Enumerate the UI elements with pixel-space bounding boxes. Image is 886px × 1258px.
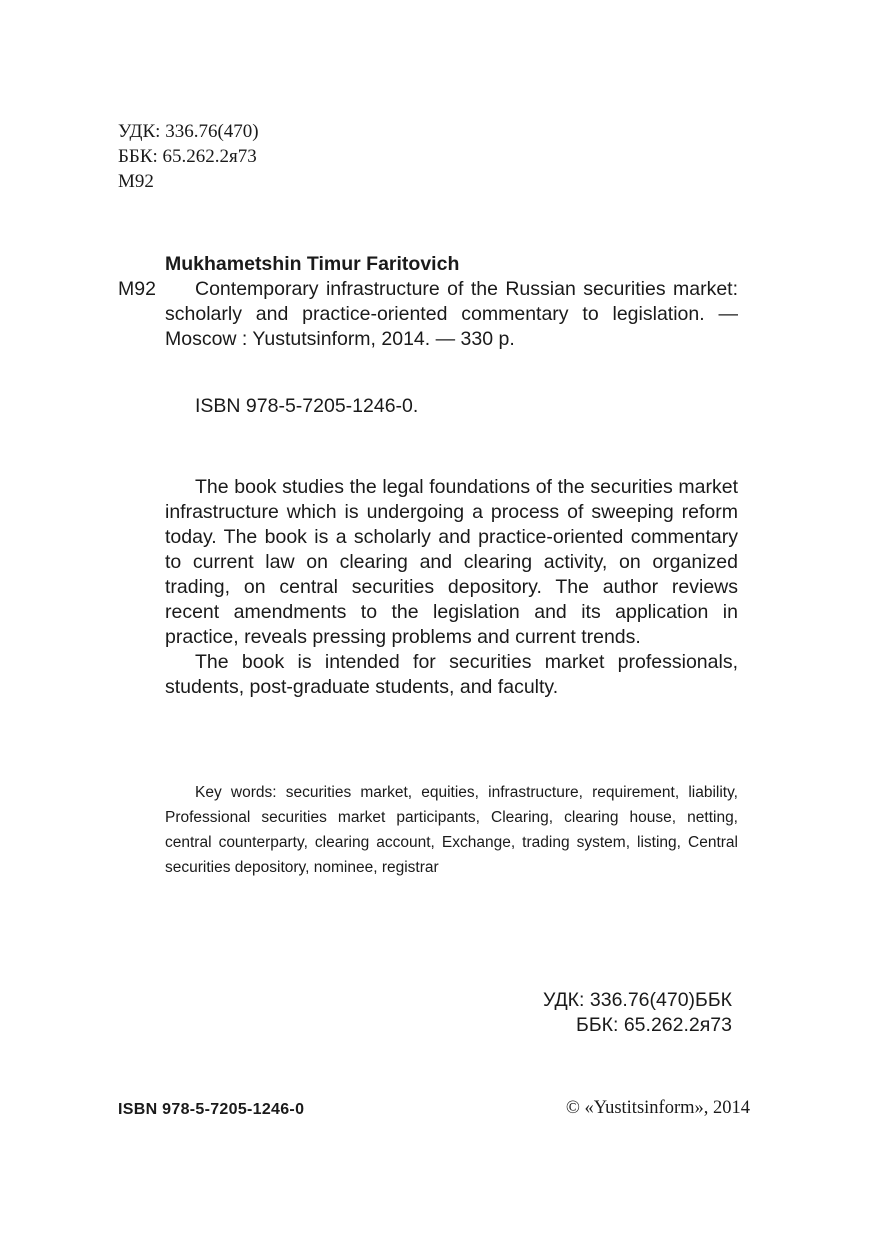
abstract-paragraph: The book is intended for securities market professionals, students, post-graduate students, and faculty.: [165, 651, 738, 698]
udk-code: УДК: 336.76(470): [118, 121, 259, 142]
copyright-notice: © «Yustitsinform», 2014: [565, 1098, 750, 1118]
cutter-code: М92: [118, 171, 154, 192]
footer-classification-codes: [543, 988, 732, 1038]
bbk-code: ББК: 65.262.2я73: [118, 146, 257, 167]
author-name: Mukhametshin Timur Faritovich: [165, 253, 460, 275]
entry-cutter-code: М92: [118, 278, 156, 300]
footer-udk-code: УДК: 336.76(470)ББК: [542, 989, 732, 1011]
abstract-paragraph: The book studies the legal foundations of the securities market infrastructure which is undergoing a process of sweeping reform today. The book is a scholarly and practice-oriented commentary to current law on clearing and clearing activity, on organized trading, on central securities depository. The author reviews recent amendments to the legislation and its application in practice, reveals pressing problems and current trends.: [165, 476, 738, 648]
classification-codes: [118, 119, 259, 194]
footer-isbn: ISBN 978-5-7205-1246-0: [118, 1101, 305, 1118]
entry-isbn: ISBN 978-5-7205-1246-0.: [195, 395, 419, 417]
bibliographic-description: Contemporary infrastructure of the Russian securities market: scholarly and practice-oriented commentary to legislation. — Moscow : Yustutsinform, 2014. — 330 p.: [165, 278, 738, 350]
abstract: [165, 475, 738, 700]
keywords: Key words: securities market, equities, infrastructure, requirement, liability, Professional securities market participants, Clearing, clearing house, netting, central counterparty, clearing account, Exchange, trading system, listing, Central securities depository, nominee, registrar: [165, 784, 738, 876]
footer-bbk-code: ББК: 65.262.2я73: [576, 1014, 732, 1036]
